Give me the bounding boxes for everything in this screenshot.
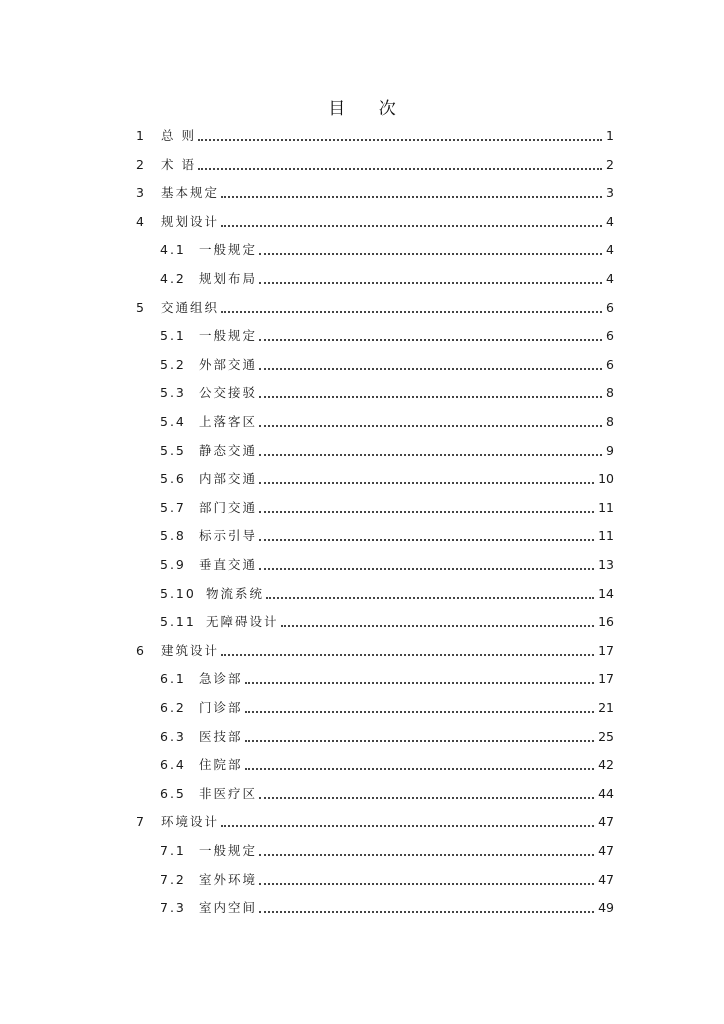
toc-dot-leader bbox=[245, 682, 595, 684]
toc-section-entry bbox=[0, 755, 724, 775]
toc-entry-title: 规划布局 bbox=[199, 271, 258, 286]
toc-dot-leader bbox=[259, 339, 602, 341]
toc-entry-number: 5.1 bbox=[160, 328, 186, 344]
toc-section-entry bbox=[0, 469, 724, 489]
toc-chapter-entry bbox=[0, 212, 724, 232]
toc-entry-number: 4.2 bbox=[160, 271, 186, 286]
toc-dot-leader bbox=[259, 482, 594, 484]
toc-entry-number: 5.7 bbox=[160, 499, 186, 515]
toc-entry-title: 部门交通 bbox=[199, 499, 258, 515]
toc-section-entry bbox=[0, 355, 724, 375]
toc-page-number: 4 bbox=[606, 271, 614, 286]
toc-section-entry bbox=[0, 526, 724, 546]
toc-page-number: 6 bbox=[606, 299, 614, 315]
toc-dot-leader bbox=[259, 454, 602, 456]
toc-entry-number: 6.1 bbox=[160, 671, 186, 687]
toc-entry-title: 室外环境 bbox=[199, 871, 258, 887]
toc-entry-number: 5.9 bbox=[160, 557, 186, 572]
toc-dot-leader bbox=[259, 425, 602, 427]
toc-chapter-entry bbox=[0, 298, 724, 318]
toc-page-number: 9 bbox=[606, 442, 614, 458]
toc-entry-title: 建筑设计 bbox=[161, 642, 220, 658]
toc-entry-number: 5.2 bbox=[160, 356, 186, 372]
toc-dot-leader bbox=[259, 396, 602, 398]
toc-dot-leader bbox=[198, 139, 602, 141]
toc-section-entry bbox=[0, 412, 724, 432]
toc-dot-leader bbox=[259, 883, 594, 885]
toc-page-number: 6 bbox=[606, 356, 614, 372]
toc-page-number: 42 bbox=[598, 757, 614, 773]
toc-dot-leader bbox=[259, 368, 602, 370]
toc-entry-number: 5 bbox=[136, 299, 146, 315]
toc-entry-number: 2 bbox=[136, 156, 146, 172]
toc-entry-title: 外部交通 bbox=[199, 356, 258, 372]
toc-entry-number: 7.3 bbox=[160, 900, 186, 916]
toc-entry-number: 5.10 bbox=[160, 585, 196, 601]
toc-page-number: 44 bbox=[598, 785, 614, 801]
toc-entry-title: 垂直交通 bbox=[199, 557, 258, 572]
toc-dot-leader bbox=[259, 282, 602, 284]
toc-section-entry bbox=[0, 584, 724, 604]
toc-section-entry bbox=[0, 669, 724, 689]
toc-entry-number: 5.5 bbox=[160, 442, 186, 458]
toc-entry-number: 5.11 bbox=[160, 614, 196, 630]
toc-page-number: 10 bbox=[598, 471, 614, 487]
toc-section-entry bbox=[0, 698, 724, 718]
toc-entry-number: 6 bbox=[136, 642, 146, 658]
toc-page-number: 47 bbox=[598, 843, 614, 858]
toc-entry-number: 6.5 bbox=[160, 785, 186, 801]
toc-entry-title: 门诊部 bbox=[199, 700, 243, 715]
toc-dot-leader bbox=[259, 911, 594, 913]
toc-page-number: 14 bbox=[598, 585, 614, 601]
toc-entry-number: 5.3 bbox=[160, 385, 186, 401]
toc-page-number: 11 bbox=[598, 528, 614, 544]
toc-page-number: 17 bbox=[598, 671, 614, 687]
toc-dot-leader bbox=[221, 311, 602, 313]
toc-chapter-entry bbox=[0, 126, 724, 146]
toc-entry-title: 无障碍设计 bbox=[206, 614, 279, 630]
toc-section-entry bbox=[0, 441, 724, 461]
toc-page-number: 25 bbox=[598, 728, 614, 744]
toc-dot-leader bbox=[259, 253, 602, 255]
toc-dot-leader bbox=[259, 568, 594, 570]
toc-entry-title: 一般规定 bbox=[199, 843, 258, 858]
toc-section-entry bbox=[0, 240, 724, 260]
toc-entry-number: 6.3 bbox=[160, 728, 186, 744]
toc-entry-title: 交通组织 bbox=[161, 299, 220, 315]
toc-section-entry bbox=[0, 870, 724, 890]
toc-section-entry bbox=[0, 898, 724, 918]
toc-entry-title: 医技部 bbox=[199, 728, 243, 744]
toc-entry-number: 5.8 bbox=[160, 528, 186, 544]
toc-entry-number: 6.4 bbox=[160, 757, 186, 773]
toc-entry-number: 3 bbox=[136, 185, 146, 201]
toc-section-entry bbox=[0, 784, 724, 804]
toc-entry-number: 4.1 bbox=[160, 242, 186, 258]
toc-dot-leader bbox=[245, 740, 595, 742]
toc-entry-number: 7.1 bbox=[160, 843, 186, 858]
toc-section-entry bbox=[0, 498, 724, 518]
toc-chapter-entry bbox=[0, 155, 724, 175]
toc-entry-title: 总 则 bbox=[161, 128, 196, 143]
toc-page-number: 47 bbox=[598, 814, 614, 830]
toc-entry-number: 7.2 bbox=[160, 871, 186, 887]
toc-dot-leader bbox=[245, 711, 595, 713]
toc-entry-title: 急诊部 bbox=[199, 671, 243, 687]
toc-entry-title: 公交接驳 bbox=[199, 385, 258, 401]
toc-entry-number: 4 bbox=[136, 213, 146, 229]
toc-section-entry bbox=[0, 612, 724, 632]
toc-dot-leader bbox=[221, 225, 602, 227]
toc-section-entry bbox=[0, 269, 724, 289]
toc-page-number: 1 bbox=[606, 128, 614, 143]
toc-dot-leader bbox=[266, 597, 594, 599]
toc-dot-leader bbox=[259, 854, 594, 856]
toc-entry-title: 一般规定 bbox=[199, 328, 258, 344]
toc-page-number: 2 bbox=[606, 156, 614, 172]
toc-page-number: 11 bbox=[598, 499, 614, 515]
toc-entry-title: 环境设计 bbox=[161, 814, 220, 830]
toc-entry-number: 6.2 bbox=[160, 700, 186, 715]
toc-page-number: 17 bbox=[598, 642, 614, 658]
toc-section-entry bbox=[0, 326, 724, 346]
toc-page-number: 49 bbox=[598, 900, 614, 916]
toc-entry-title: 非医疗区 bbox=[199, 785, 258, 801]
toc-entry-title: 一般规定 bbox=[199, 242, 258, 258]
toc-dot-leader bbox=[259, 511, 594, 513]
toc-chapter-entry bbox=[0, 641, 724, 661]
toc-dot-leader bbox=[221, 654, 594, 656]
toc-section-entry bbox=[0, 383, 724, 403]
toc-dot-leader bbox=[281, 625, 595, 627]
toc-entry-title: 规划设计 bbox=[161, 213, 220, 229]
toc-page-number: 8 bbox=[606, 385, 614, 401]
toc-dot-leader bbox=[221, 196, 602, 198]
toc-entry-number: 7 bbox=[136, 814, 146, 830]
toc-entry-title: 物流系统 bbox=[206, 585, 265, 601]
toc-entry-title: 上落客区 bbox=[199, 414, 258, 429]
toc-page-number: 21 bbox=[598, 700, 614, 715]
toc-chapter-entry bbox=[0, 183, 724, 203]
toc-chapter-entry bbox=[0, 812, 724, 832]
toc-page-number: 4 bbox=[606, 242, 614, 258]
toc-dot-leader bbox=[221, 825, 594, 827]
toc-dot-leader bbox=[259, 539, 594, 541]
page-title: 目 次 bbox=[328, 99, 410, 119]
toc-entry-title: 标示引导 bbox=[199, 528, 258, 544]
toc-entry-title: 室内空间 bbox=[199, 900, 258, 916]
toc-section-entry bbox=[0, 555, 724, 575]
toc-entry-title: 内部交通 bbox=[199, 471, 258, 487]
toc-page-number: 47 bbox=[598, 871, 614, 887]
toc-page-number: 13 bbox=[598, 557, 614, 572]
toc-dot-leader bbox=[198, 168, 602, 170]
toc-section-entry bbox=[0, 841, 724, 861]
toc-dot-leader bbox=[245, 768, 595, 770]
toc-page-number: 3 bbox=[606, 185, 614, 201]
toc-entry-number: 5.4 bbox=[160, 414, 186, 429]
toc-dot-leader bbox=[259, 797, 594, 799]
toc-page-number: 6 bbox=[606, 328, 614, 344]
toc-entry-title: 基本规定 bbox=[161, 185, 220, 201]
toc-page-number: 4 bbox=[606, 213, 614, 229]
toc-entry-title: 静态交通 bbox=[199, 442, 258, 458]
toc-entry-number: 5.6 bbox=[160, 471, 186, 487]
toc-entry-title: 术 语 bbox=[161, 156, 196, 172]
toc-entry-number: 1 bbox=[136, 128, 146, 143]
toc-entry-title: 住院部 bbox=[199, 757, 243, 773]
toc-section-entry bbox=[0, 727, 724, 747]
toc-page-number: 8 bbox=[606, 414, 614, 429]
toc-page-number: 16 bbox=[598, 614, 614, 630]
